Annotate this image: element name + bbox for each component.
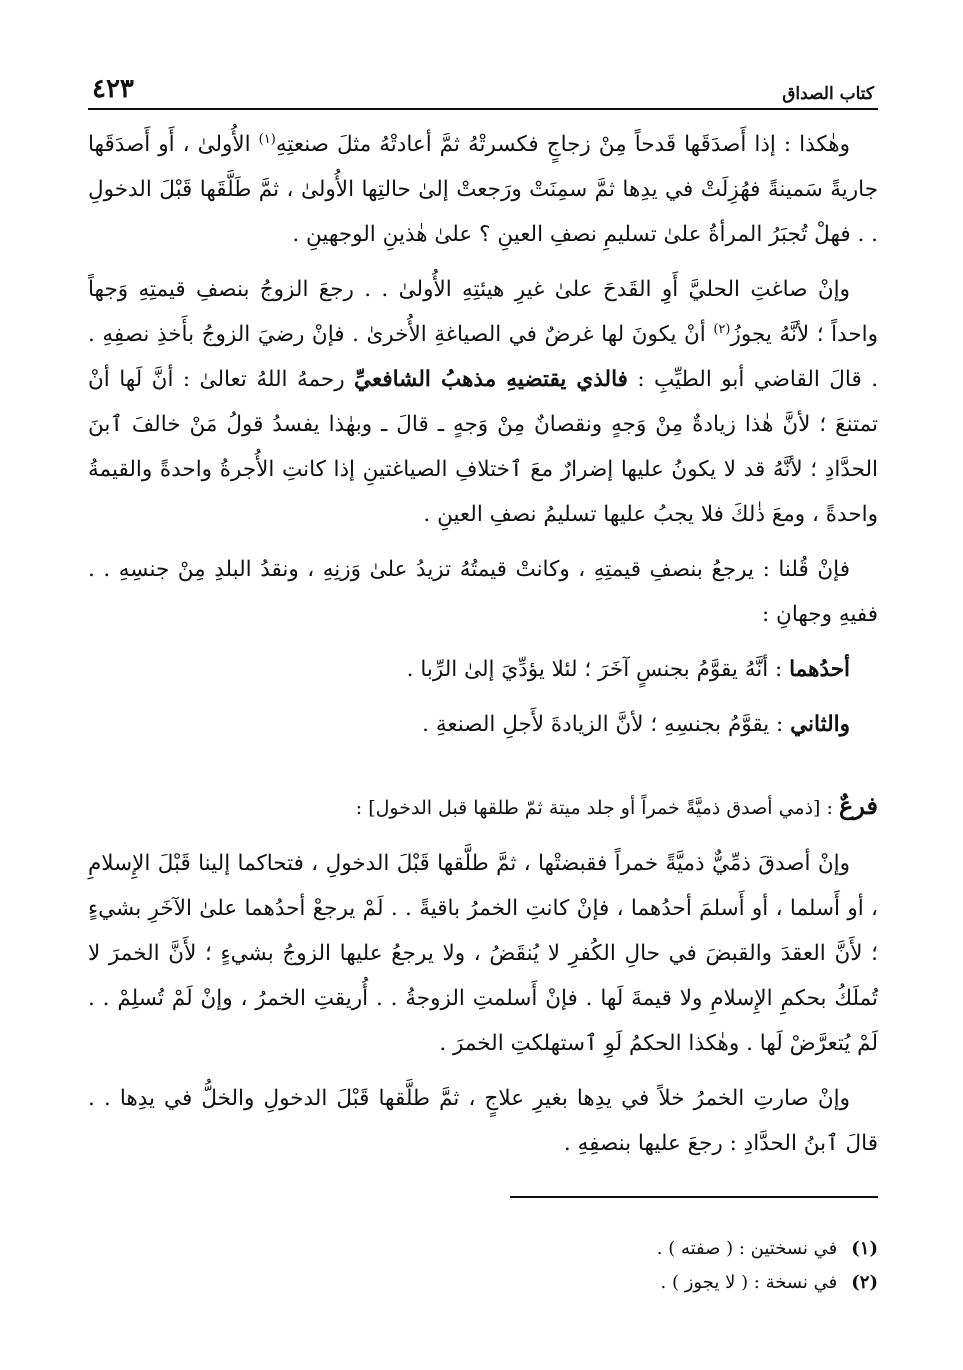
footnote-ref-1: (١) (258, 131, 276, 147)
chapter-title: كتاب الصداق (782, 84, 874, 104)
footnote-1 (88, 1232, 878, 1266)
page-number: ٤٢٣ (92, 74, 134, 104)
section-heading (88, 783, 878, 831)
bold-phrase: فالذي يقتضيهِ مذهبُ الشافعيِّ (354, 367, 628, 392)
footnote-2 (88, 1266, 878, 1300)
section-title: : [ذمي أصدق ذميَّةً خمراً أو جلد ميتة ثمّ طلقها قبل الدخول] : (355, 797, 839, 819)
text-run: أنْ يكونَ لها غرضٌ في الصياغةِ الأُخرىٰ . فإنْ رضيَ الزوجُ بأَخذِ نصفِهِ . . قالَ القاضي أبو الطيِّبِ : (88, 322, 879, 392)
main-text (88, 122, 878, 1166)
section-label: فرعٌ (838, 791, 878, 820)
footnote-text: في نسخة : ( لا يجوز ) . (660, 1272, 838, 1293)
book-page (88, 70, 878, 1176)
section-paragraph-2: وإنْ صارتِ الخمرُ خلاً في يدِها بغيرِ علاجٍ ، ثمَّ طلَّقها قَبْلَ الدخولِ والخلُّ في يدِها . . قالَ ٱبنُ الحدَّادِ : رجعَ عليها بنصفِهِ . (88, 1086, 878, 1156)
paragraph-1 (88, 122, 878, 257)
option-first (88, 647, 878, 692)
option-text: : أنَّهُ يقوَّمُ بجنسٍ آخَرَ ؛ لئلا يؤدِّيَ إلىٰ الرِّبا . (406, 657, 790, 682)
footnote-ref-2: (٢) (713, 321, 731, 337)
footnote-text: في نسختين : ( صفته ) . (656, 1238, 838, 1259)
paragraph-2 (88, 267, 878, 537)
footnote-number: (٢) (851, 1272, 878, 1293)
section-paragraph-1: وإنْ أصدقَ ذمِّيٌّ ذميَّةً خمراً فقبضتْها ، ثمَّ طلَّقها قَبْلَ الدخولِ ، فتحاكما إلينا قَبْلَ الإِسلامِ ، أو أَسلما ، أو أَسلمَ أحدُهما ، فإنْ كانتِ الخمرُ باقيةً . . لَمْ يرجعْ أحدُهما علىٰ الآخَرِ بشيءٍ ؛ لأَنَّ العقدَ والقبضَ في حالِ الكُفرِ لا يُنقَضُ ، ولا يرجعُ عليها الزوجُ بشيءٍ ؛ لأَنَّ الخمرَ لا تُملَكُ بحكمِ الإِسلامِ ولا قيمةَ لَها . فإنْ أَسلمتِ الزوجةُ . . أُريقتِ الخمرُ ، وإنْ لَمْ تُسلِمْ . . لَمْ يُتعرَّضْ لَها . وهٰكذا الحكمُ لَوِ ٱستهلكتِ الخمرَ . (88, 851, 878, 1056)
footnote-separator (88, 1196, 878, 1198)
text-run: الأُولىٰ ، أَو أَصدَقَها جاريةً سَمينةً فهُزِلَتْ في يدِها ثمَّ سمِنَتْ ورَجعتْ إلىٰ حالتِها الأُولىٰ ، ثمَّ طَلَّقَها قَبْلَ الدخولِ . . فهلْ تُجبَرُ المرأةُ علىٰ تسليمِ نصفِ العينِ ؟ علىٰ هٰذينِ الوجهينِ . (88, 132, 878, 247)
text-run: رحمهُ اللهُ تعالىٰ : أنَّ لَها أنْ تمتنعَ ؛ لأنَّ هٰذا زيادةٌ مِنْ وَجهٍ ونقصانٌ مِنْ وَجهٍ ـ قالَ ـ وبهٰذا يفسدُ قولُ مَنْ خالفَ ٱبنَ الحدَّادِ ؛ لأنَّهُ قد لا يكونُ عليها إضرارٌ معَ ٱختلافِ الصياغتينِ إذا كانتِ الأُجرةُ واحدةً والقيمةُ واحدةً ، ومعَ ذٰلكَ فلا يجبُ عليها تسليمُ نصفِ العينِ . (88, 367, 878, 527)
option-second (88, 702, 878, 747)
option-label: أحدُهما (789, 657, 850, 682)
running-header (88, 70, 878, 110)
paragraph-3: فإنْ قُلنا : يرجعُ بنصفِ قيمتِهِ ، وكانتْ قيمتُهُ تزيدُ علىٰ وَزنِهِ ، ونقدُ البلدِ مِنْ جنسِهِ . . ففيهِ وجهانِ : (88, 557, 878, 627)
footnotes (88, 1232, 878, 1300)
text-run: وهٰكذا : إذا أَصدَقَها قَدحاً مِنْ زجاجٍ فكسرتْهُ ثمَّ أعادتْهُ مثلَ صنعتِهِ (275, 132, 850, 157)
text-run: وإنْ صاغتِ الحليَّ أَوِ القَدحَ علىٰ غيرِ هيئتِهِ الأُولىٰ . . رجعَ الزوجُ بنصفِ قيمتِهِ وَجهاً واحداً ؛ لأنَّهُ يجوزُ (88, 277, 878, 347)
footnote-number: (١) (851, 1238, 878, 1259)
option-text: : يقوَّمُ بجنسِهِ ؛ لأنَّ الزيادةَ لأَجلِ الصنعةِ . (422, 712, 791, 737)
option-label: والثاني (790, 712, 850, 737)
